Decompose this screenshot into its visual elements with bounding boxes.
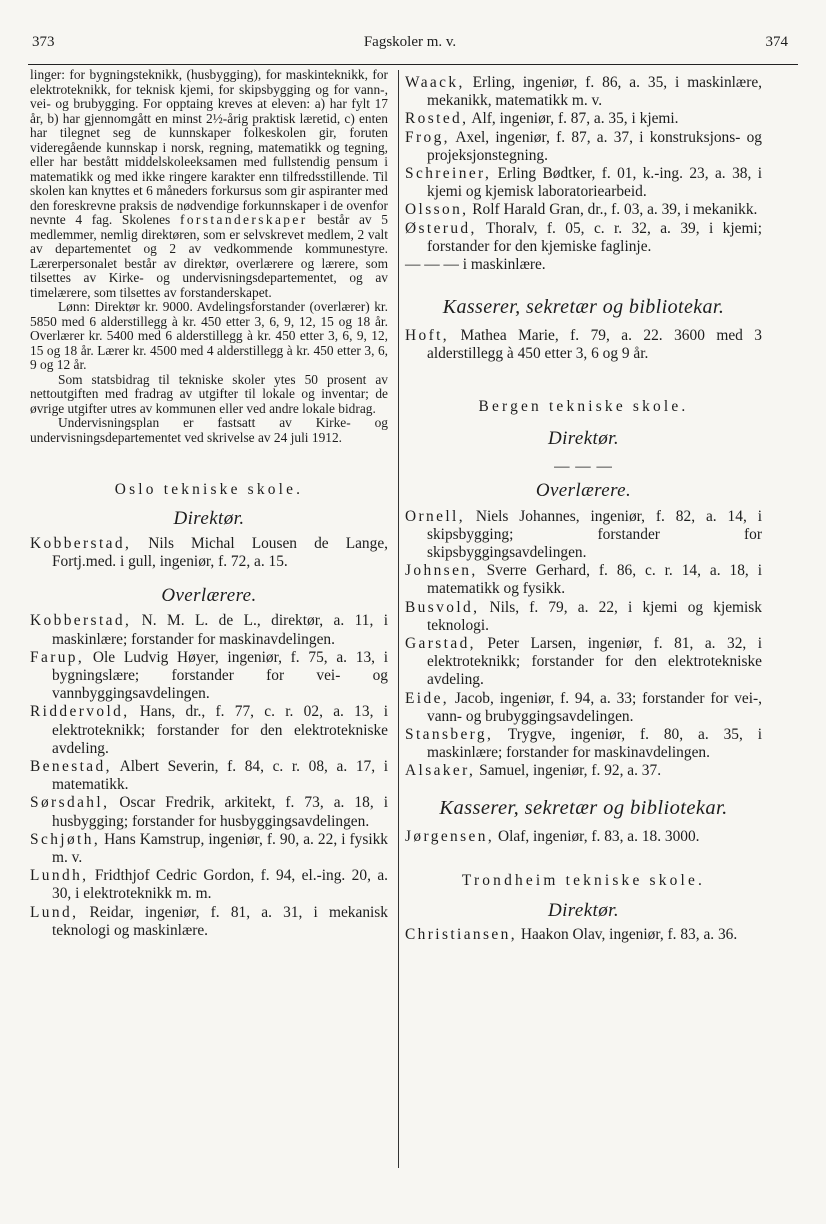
bergen-senior-heading: Overlærere. (535, 479, 632, 501)
trondheim-school-heading: Trondheim tekniske skole. (461, 871, 706, 889)
person-entry (30, 535, 388, 571)
subsidy-paragraph: Som statsbidrag til tekniske skoler ytes 50 prosent av nettoutgiften med fradrag av utgifter til lokale og inventar; de øvrige utgifter utres av kommunen eller ved andre lokale bidrag. (30, 371, 388, 416)
oslo-senior-heading: Overlærere. (161, 585, 257, 607)
oslo-director-heading: Direktør. (173, 508, 245, 529)
person-details: Peter Larsen, ingeniør, f. 81, a. 32, i elektroteknikk; forstander for den elektrotekniske avdeling. (427, 635, 762, 689)
bergen-director-value: — — — (554, 457, 613, 475)
oslo-school-heading: Oslo tekniske skole. (114, 481, 304, 498)
person-entry (405, 201, 762, 219)
person-name: Ornell, (405, 507, 465, 525)
person-name: Christiansen, (405, 925, 517, 943)
header-rule (28, 64, 798, 65)
right-column (405, 74, 762, 944)
person-details: Sverre Gerhard, f. 86, c. r. 14, a. 18, i matematikk og fysikk. (427, 562, 762, 598)
person-name: Garstad, (405, 635, 476, 653)
person-entry (405, 562, 762, 598)
person-name: Benestad, (30, 758, 112, 776)
person-details: Nils Michal Lousen de Lange, Fortj.med. i gull, ingeniør, f. 72, a. 15. (52, 535, 388, 571)
person-entry (405, 635, 762, 690)
person-entry (405, 74, 762, 110)
bergen-cashier-list (405, 828, 762, 846)
person-entry (405, 256, 762, 274)
column-divider (398, 70, 399, 1168)
person-name: Sørsdahl, (30, 794, 110, 812)
person-entry (30, 649, 388, 704)
person-name: Frog, (405, 128, 450, 146)
person-name: Eide, (405, 689, 450, 707)
salary-paragraph: Lønn: Direktør kr. 9000. Avdelingsforstander (overlærer) kr. 5850 med 6 alderstillegg à kr. 450 etter 3, 6, 9, 12, 15 og 18 år. Overlærer kr. 5400 med 6 alderstillegg à kr. 450 etter 3, 6, 9, 12, 15 og 18 år. Lærer kr. 4500 med 4 alderstillegg à kr. 450 etter 3, 6, 9 og 12 år. (30, 299, 388, 372)
person-details: Thoralv, f. 05, c. r. 32, a. 39, i kjemi; forstander for den kjemiske faglinje. (427, 219, 762, 255)
person-name: Kobberstad, (30, 535, 132, 552)
person-entry (30, 703, 388, 758)
person-entry (405, 220, 762, 256)
person-details: Trygve, ingeniør, f. 80, a. 35, i maskinlære; forstander for maskinavdelingen. (427, 726, 762, 762)
person-entry (30, 831, 388, 867)
person-details: N. M. L. de L., direktør, a. 11, i maskinlære; forstander for maskinavdelingen. (52, 612, 388, 648)
person-entry (405, 926, 762, 944)
person-name: Østerud, (405, 219, 477, 237)
person-entry (30, 612, 388, 648)
person-name: Lund, (30, 903, 79, 921)
person-entry (30, 867, 388, 903)
person-name: Stansberg, (405, 726, 494, 744)
person-details: Axel, ingeniør, f. 87, a. 37, i konstruksjons- og projeksjonstegning. (427, 128, 762, 164)
person-entry (405, 828, 762, 846)
person-name: Schjøth, (30, 830, 101, 848)
bergen-director-heading: Direktør. (548, 427, 619, 449)
person-details: Jacob, ingeniør, f. 94, a. 33; forstander for vei-, vann- og brubyggingsavdelingen. (427, 689, 762, 725)
person-details: Oscar Fredrik, arkitekt, f. 73, a. 18, i husbygging; forstander for husbyggingsavdelingen. (52, 794, 388, 830)
person-entry (405, 110, 762, 128)
plan-paragraph: Undervisningsplan er fastsatt av Kirke- og undervisningsdepartementet ved skrivelse av 24 juli 1912. (30, 415, 388, 445)
left-column (30, 68, 388, 940)
person-name: Farup, (30, 648, 85, 666)
bergen-cashier-heading: Kasserer, sekretær og bibliotekar. (439, 796, 728, 819)
person-details: Erling Bødtker, f. 01, k.-ing. 23, a. 38, i kjemi og kjemisk laboratoriearbeid. (427, 165, 762, 201)
oslo-cashier-heading: Kasserer, sekretær og bibliotekar. (442, 296, 725, 319)
person-details: Albert Severin, f. 84, c. r. 08, a. 17, i matematikk. (52, 758, 388, 794)
intro-text (30, 68, 388, 445)
person-details: Haakon Olav, ingeniør, f. 83, a. 36. (517, 925, 738, 943)
oslo-continued-list (405, 74, 762, 274)
person-entry (405, 690, 762, 726)
person-entry (30, 794, 388, 830)
person-name: Rosted, (405, 110, 469, 128)
person-details: Samuel, ingeniør, f. 92, a. 37. (475, 762, 662, 780)
person-name: Riddervold, (30, 703, 130, 721)
person-details: Hans, dr., f. 77, c. r. 02, a. 13, i elektroteknikk; forstander for den elektrotekniske avdeling. (52, 703, 388, 757)
person-details: Nils, f. 79, a. 22, i kjemi og kjemisk teknologi. (427, 598, 762, 634)
oslo-senior-list (30, 612, 388, 940)
running-title: Fagskoler m. v. (363, 34, 457, 50)
person-entry (405, 129, 762, 165)
person-name: Johnsen, (405, 562, 478, 580)
person-name: Alsaker, (405, 762, 476, 780)
person-entry (30, 904, 388, 940)
person-name: Waack, (405, 74, 465, 91)
person-name: Lundh, (30, 867, 89, 885)
person-name: Jørgensen, (405, 827, 495, 845)
person-details: Hans Kamstrup, ingeniør, f. 90, a. 22, i fysikk m. v. (52, 830, 388, 867)
board-term: forstanderskaper (179, 212, 308, 227)
person-entry (405, 508, 762, 563)
person-details: Rolf Harald Gran, dr., f. 03, a. 39, i mekanikk. (468, 201, 758, 219)
person-details: Niels Johannes, ingeniør, f. 82, a. 14, i skipsbygging; forstander for skipsbyggingsavdelingen. (427, 507, 762, 562)
person-details: Reidar, ingeniør, f. 81, a. 31, i mekanisk teknologi og maskinlære. (52, 903, 388, 939)
page-number-right: 374 (765, 34, 788, 50)
person-name: Kobberstad, (30, 612, 132, 630)
trondheim-director-list (405, 926, 762, 944)
page-header (32, 34, 788, 58)
bergen-senior-list (405, 508, 762, 781)
person-details: Erling, ingeniør, f. 86, a. 35, i maskinlære, mekanikk, matematikk m. v. (427, 74, 762, 110)
person-entry (405, 327, 762, 363)
person-entry (405, 165, 762, 201)
person-entry (405, 726, 762, 762)
person-details: Olaf, ingeniør, f. 83, a. 18. 3000. (494, 827, 700, 845)
person-name: Schreiner, (405, 165, 492, 183)
person-name: Olsson, (405, 201, 469, 219)
person-details: Ole Ludvig Høyer, ingeniør, f. 75, a. 13, i bygningslære; forstander for vei- og vannbyggingsavdelingen. (52, 648, 388, 703)
person-details: Fridthjof Cedric Gordon, f. 94, el.-ing. 20, a. 30, i elektroteknikk m. m. (52, 867, 388, 903)
person-entry (30, 758, 388, 794)
person-details: — — — i maskinlære. (405, 256, 546, 274)
trondheim-director-heading: Direktør. (548, 899, 619, 921)
person-details: Alf, ingeniør, f. 87, a. 35, i kjemi. (468, 110, 679, 128)
page-number-left: 373 (32, 34, 55, 50)
bergen-school-heading: Bergen tekniske skole. (478, 397, 689, 415)
intro-paragraph: linger: for bygningsteknikk, (husbygging), for maskinteknikk, for elektroteknikk, for teknisk kjemi, for skipsbygging og for vann-, vei- og brubygging. For opptaing kreves at eleven: a) har fylt 17 år, b) har gjennomgått en minst 2½-årig praktisk læretid, c) enten har tilegnet seg de kunnskaper folkeskolen gir, foruten videregående kunnskap i norsk, regning, matematikk og tegning, eller har bestått middelskoleeksamen med fullstendig pensum i matematikk og med ikke ringere karakter enn tilfredsstillende. Til skolen kan knyttes et 6 måneders forkursus som gir aspiranter med den foreskrevne praksis de nødvendige forkunnskaper i de ovenfor nevnte 4 fag. Skolenes forstanderskaper består av 5 medlemmer, nemlig direktøren, som er selvskrevet medlem, 2 valt av departementet og 2 av vedkommende kommunestyre. Lærerpersonalet består av direktør, overlærere og lærere, som tilsettes av Kirke- og undervisningsdepartementet, og av timelærere, som tilsettes av forstanderskapet. (30, 67, 388, 300)
person-entry (405, 762, 762, 780)
person-details: Mathea Marie, f. 79, a. 22. 3600 med 3 alderstillegg à 450 etter 3, 6 og 9 år. (427, 327, 762, 363)
person-entry (405, 599, 762, 635)
person-name: Busvold, (405, 598, 480, 616)
person-name: Hoft, (405, 327, 450, 345)
oslo-director-list (30, 535, 388, 571)
oslo-cashier-list (405, 327, 762, 363)
